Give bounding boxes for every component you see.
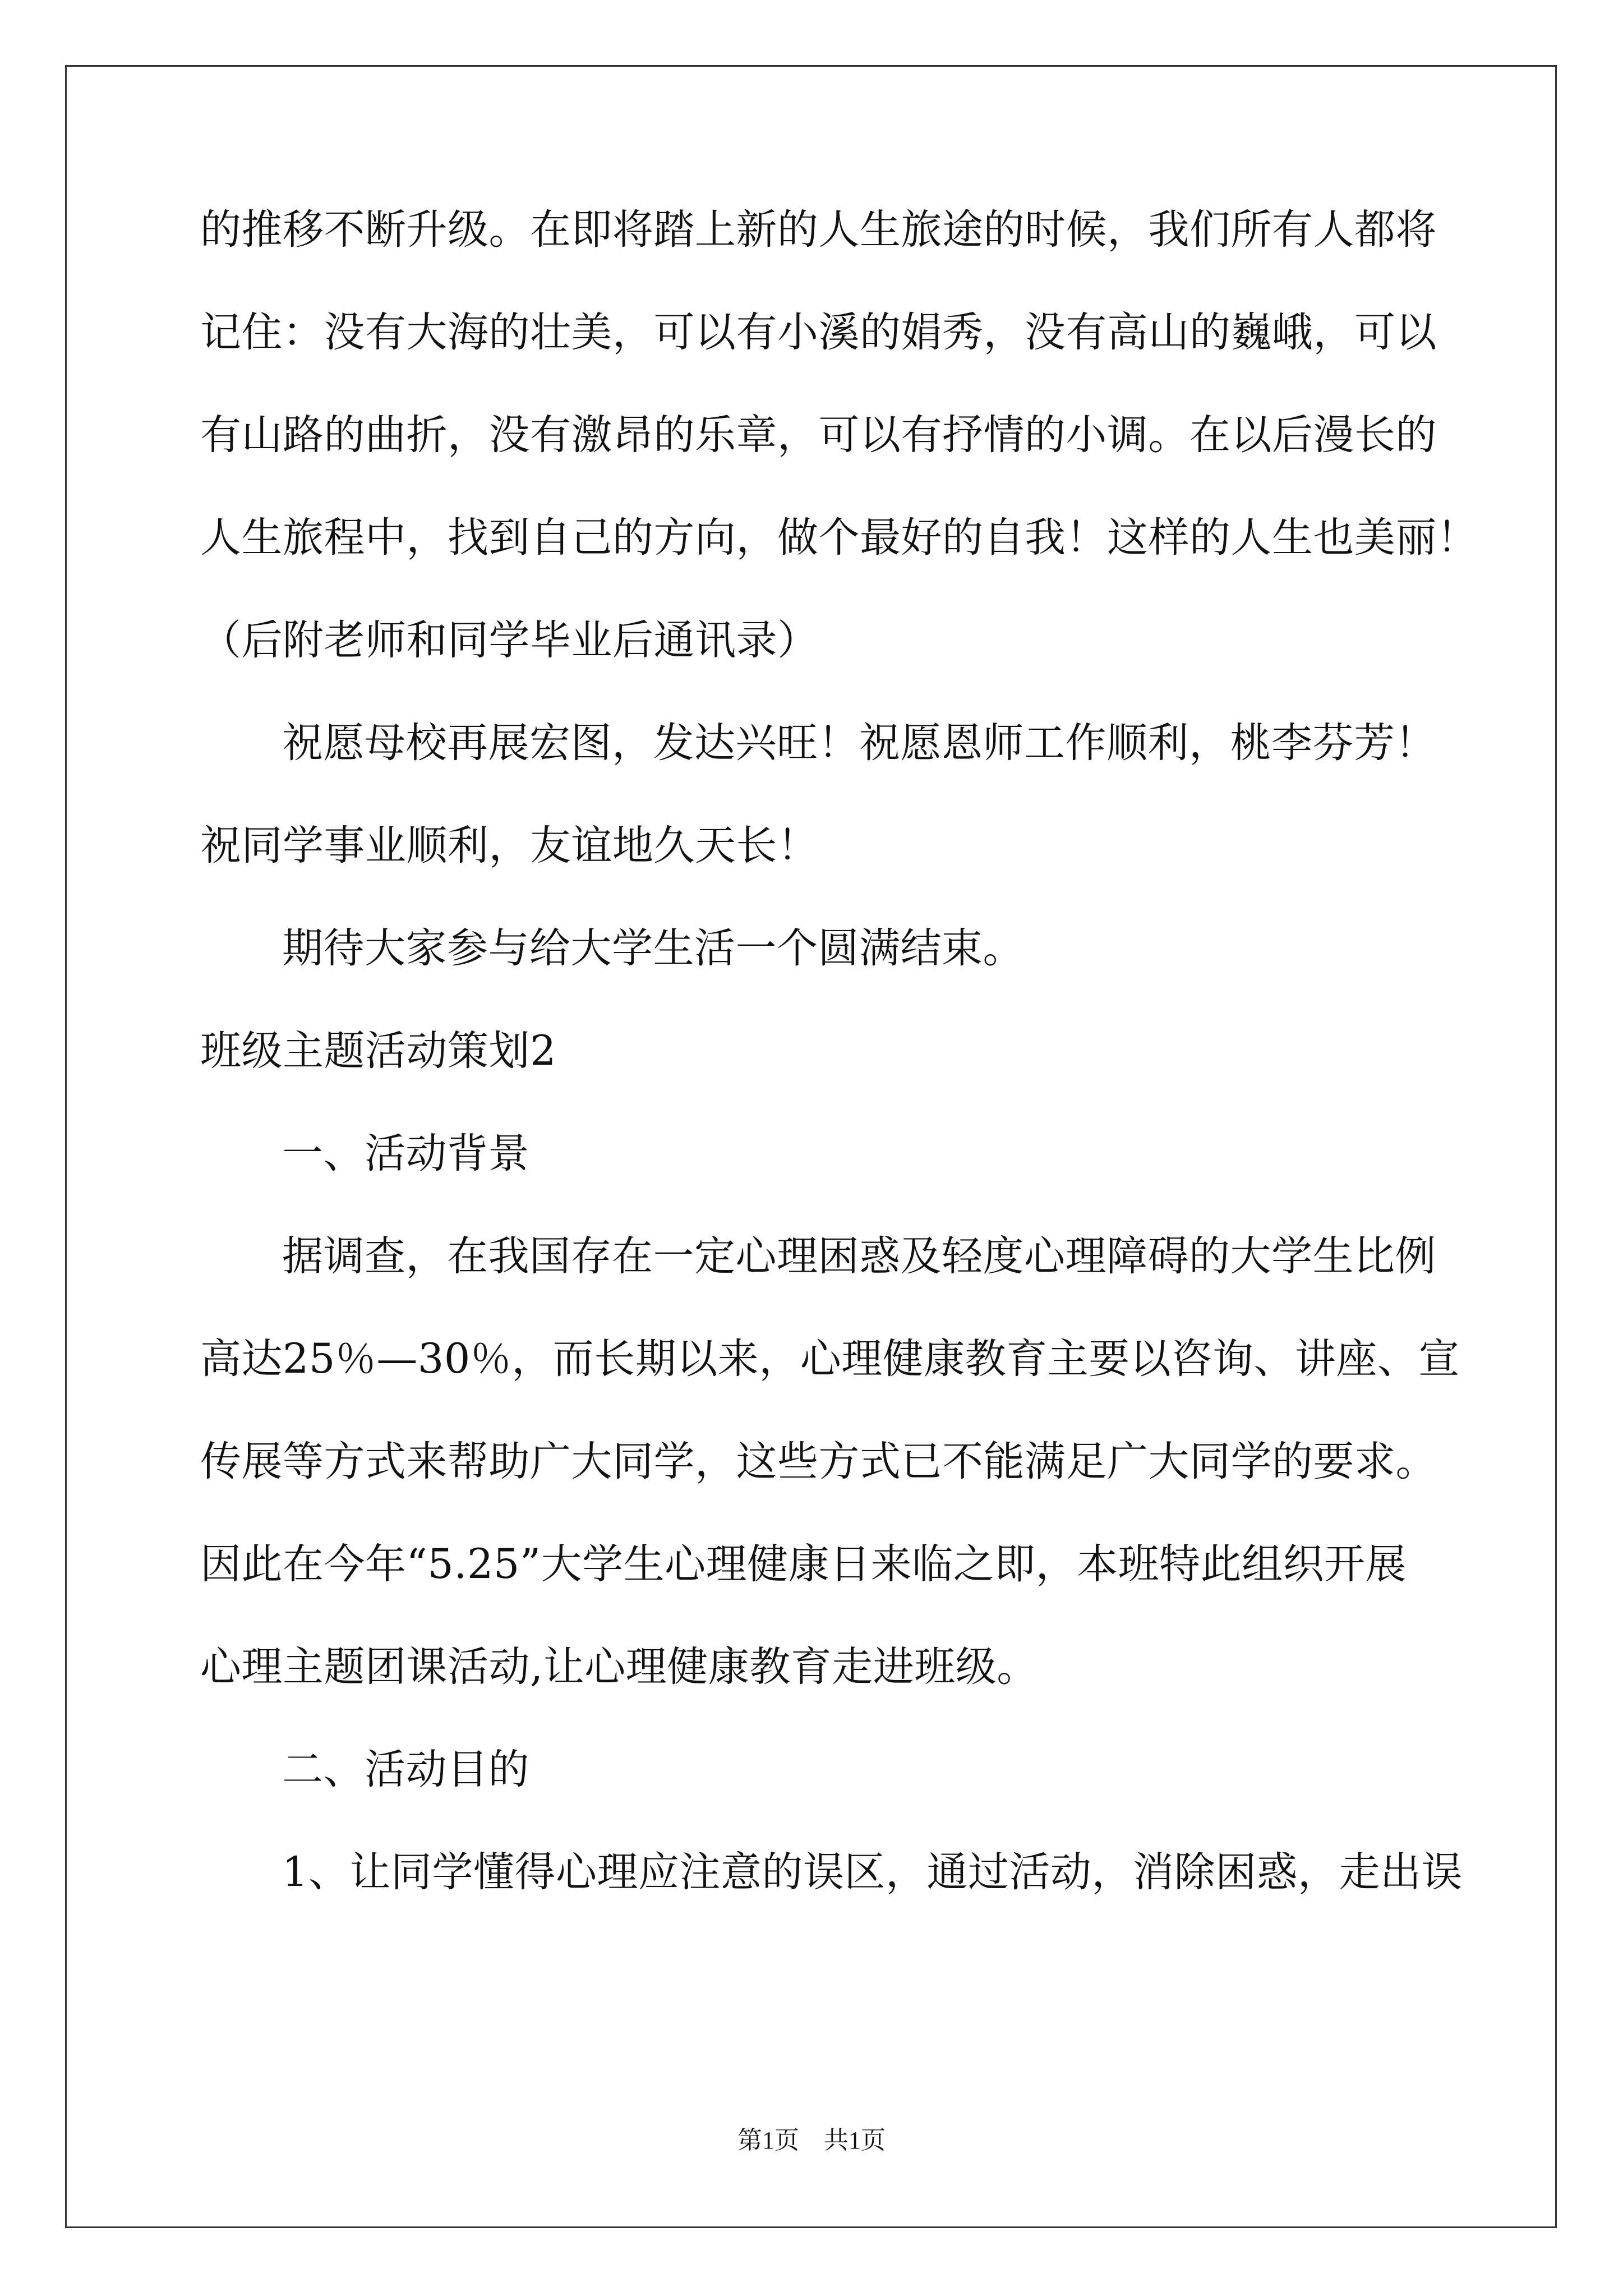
subsection-heading: 一、活动背景: [282, 1130, 529, 1177]
text-line: 据调查，在我国存在一定心理困惑及轻度心理障碍的大学生比例: [282, 1232, 1436, 1280]
text-line: （后附老师和同学毕业后通讯录）: [200, 616, 819, 664]
text-line: 人生旅程中，找到自己的方向，做个最好的自我！这样的人生也美丽！: [200, 514, 1478, 562]
text-line: 祝同学事业顺利，友谊地久天长！: [200, 822, 819, 869]
subsection-heading: 二、活动目的: [282, 1746, 529, 1793]
text-line: 1、让同学懂得心理应注意的误区，通过活动，消除困惑，走出误: [282, 1848, 1463, 1896]
text-line: 传展等方式来帮助广大同学，这些方式已不能满足广大同学的要求。: [200, 1438, 1437, 1485]
text-line: 的推移不断升级。在即将踏上新的人生旅途的时候，我们所有人都将: [200, 206, 1437, 254]
text-line: 记住：没有大海的壮美，可以有小溪的娟秀，没有高山的巍峨，可以: [200, 309, 1437, 356]
text-line: 祝愿母校再展宏图，发达兴旺！祝愿恩师工作顺利，桃李芬芳！: [282, 719, 1436, 767]
text-line: 有山路的曲折，没有激昂的乐章，可以有抒情的小调。在以后漫长的: [200, 411, 1437, 459]
section-heading: 班级主题活动策划2: [200, 1027, 556, 1075]
text-line: 因此在今年“5.25”大学生心理健康日来临之即，本班特此组织开展: [200, 1540, 1407, 1588]
text-line: 心理主题团课活动,让心理健康教育走进班级。: [200, 1643, 1038, 1691]
page-number-footer: 第1页 共1页: [737, 2127, 886, 2154]
text-line: 高达25％—30％，而长期以来，心理健康教育主要以咨询、讲座、宣: [200, 1335, 1460, 1383]
text-line: 期待大家参与给大学生活一个圆满结束。: [282, 924, 1024, 972]
